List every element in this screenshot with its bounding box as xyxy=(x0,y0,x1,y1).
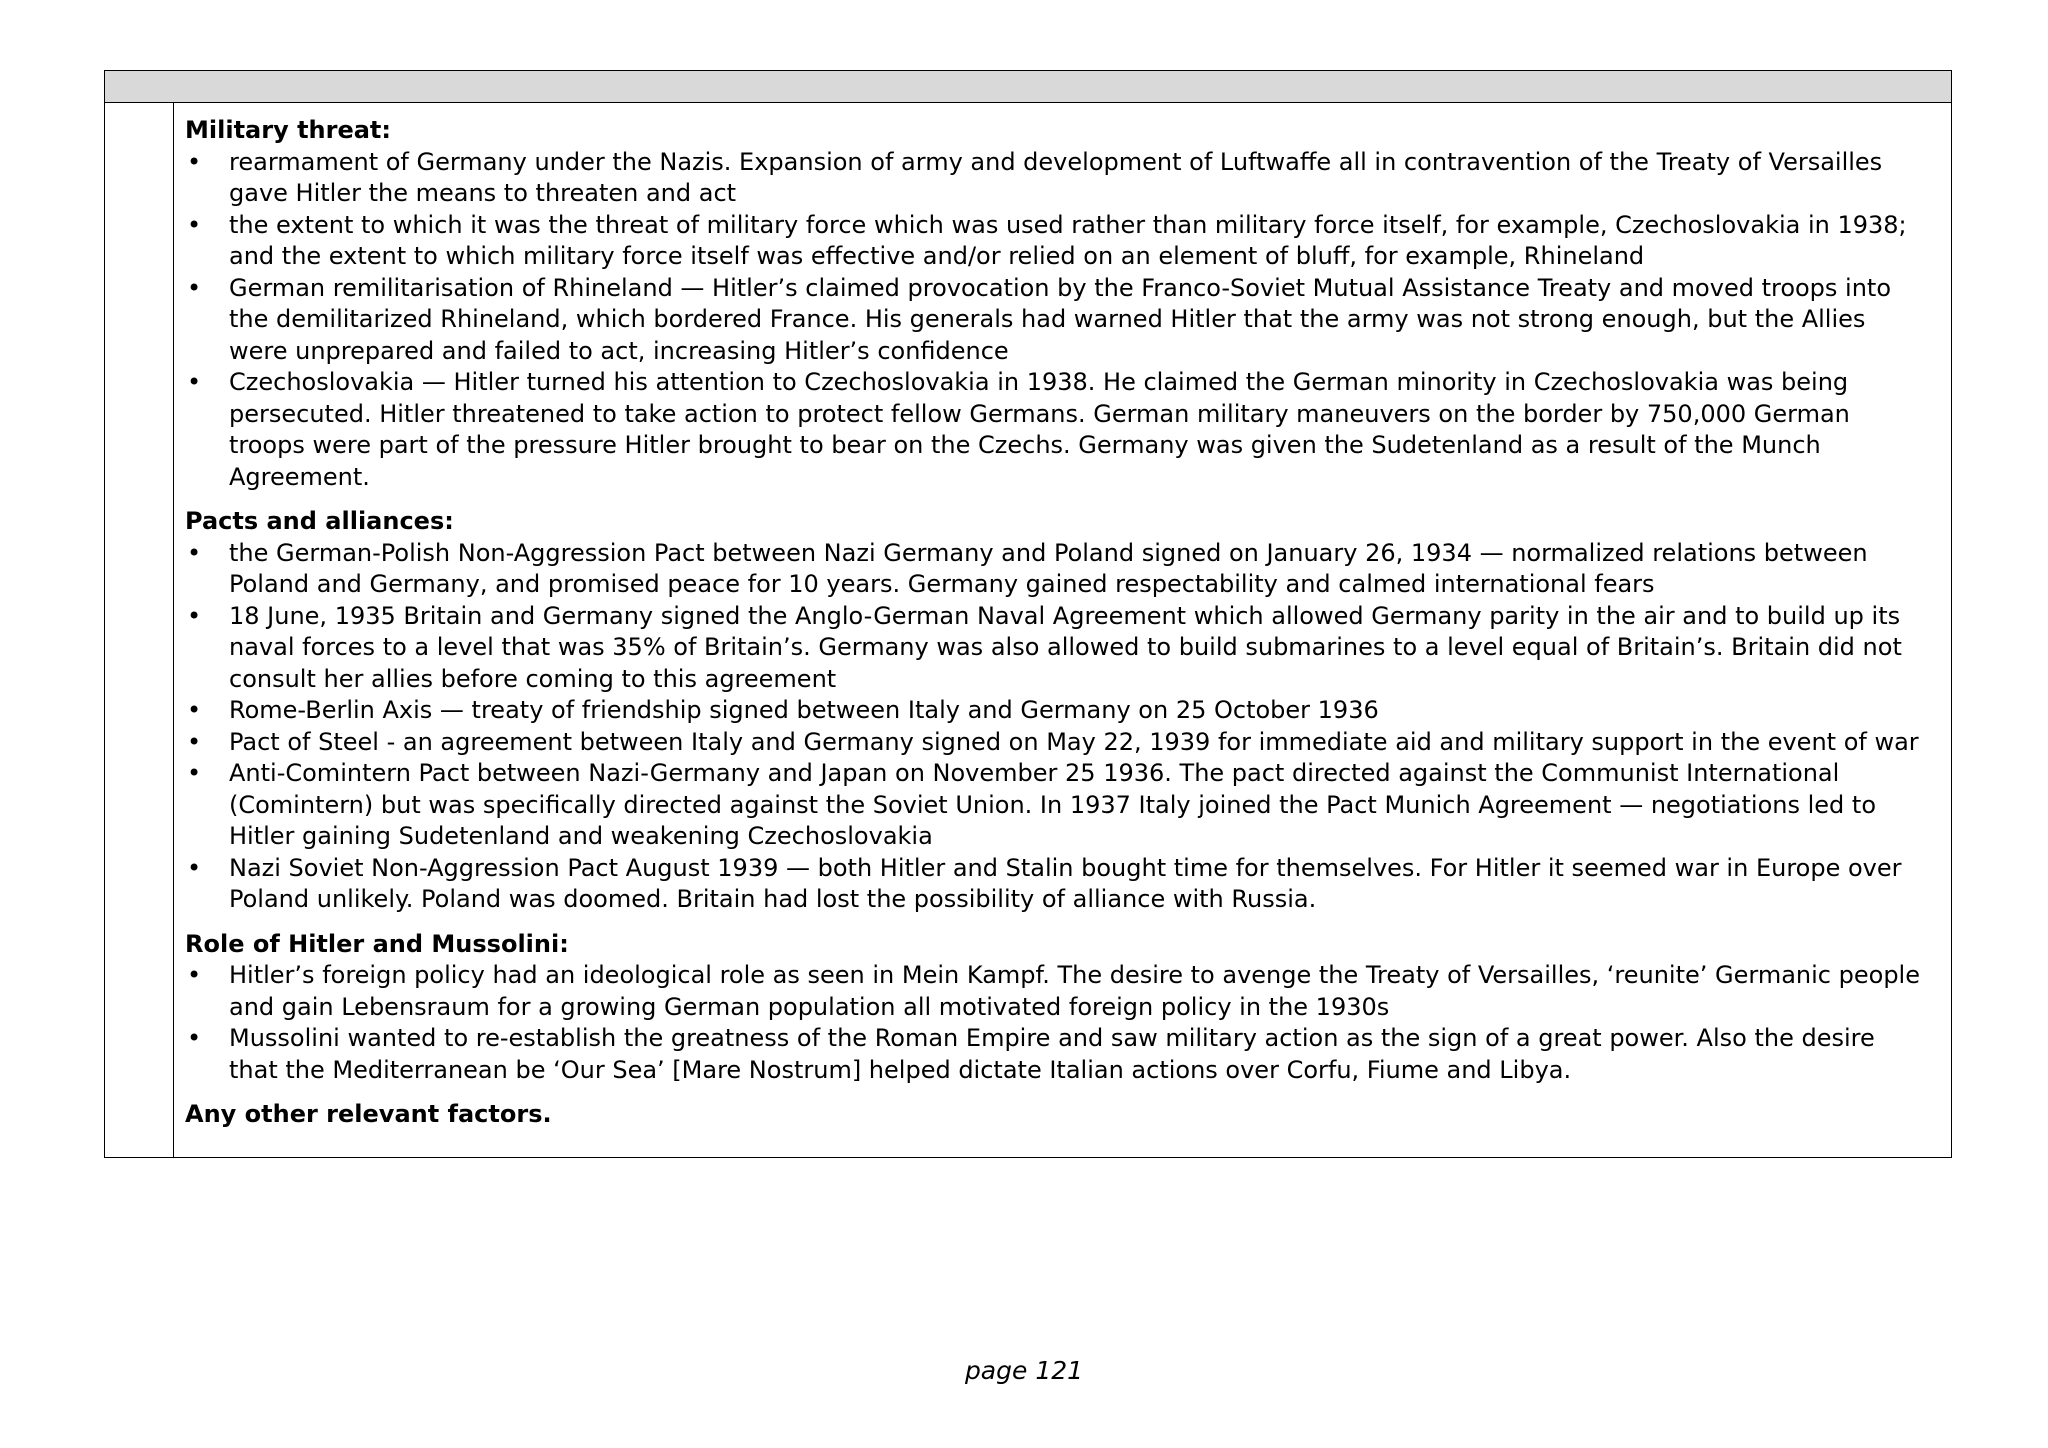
list-item xyxy=(185,960,1923,1023)
bullet-icon: • xyxy=(187,601,202,630)
table-header-row xyxy=(105,71,1951,103)
list-item xyxy=(185,273,1923,368)
list-item xyxy=(185,853,1923,916)
bullet-icon: • xyxy=(187,961,202,989)
bullet-icon: • xyxy=(187,210,202,239)
bullet-icon: • xyxy=(187,853,202,882)
section-heading: Role of Hitler and Mussolini: xyxy=(185,929,569,958)
bullet-icon: • xyxy=(187,273,202,302)
bullet-icon: • xyxy=(187,147,202,176)
section-heading: Military threat: xyxy=(185,116,392,144)
bullet-icon: • xyxy=(187,1024,202,1052)
list-item xyxy=(185,695,1923,727)
section-role-hitler-mussolini xyxy=(185,929,1923,1087)
list-item-text: Mussolini wanted to re-establish the greatness of the Roman Empire and saw military action as the sign of a great power. Also the desire that the Mediterranean be ‘Our Sea’ [Mare Nostrum] helped dictate Italian actions over Corfu, Fiume and Libya. xyxy=(229,1024,1875,1084)
list-item-text: Rome-Berlin Axis — treaty of friendship signed between Italy and Germany on 25 October 1936 xyxy=(229,696,1379,724)
list-item-text: rearmament of Germany under the Nazis. Expansion of army and development of Luftwaffe all in contravention of the Treaty of Versailles gave Hitler the means to threaten and act xyxy=(229,147,1883,207)
list-item xyxy=(185,210,1923,273)
bullet-list xyxy=(185,538,1923,916)
bullet-list xyxy=(185,960,1923,1086)
closing-note: Any other relevant factors. xyxy=(185,1100,552,1128)
bullet-icon: • xyxy=(187,696,202,724)
list-item-text: 18 June, 1935 Britain and Germany signed the Anglo-German Naval Agreement which allowed Germany parity in the air and to build up its naval forces to a level that was 35% of Britain’s. Germany was also allowed to build submarines to a level equal of Britain’s. Britain did not consult her allies before coming to this agreement xyxy=(229,601,1902,693)
section-pacts-alliances xyxy=(185,506,1923,916)
list-item xyxy=(185,1023,1923,1086)
section-heading: Pacts and alliances: xyxy=(185,507,454,535)
list-item xyxy=(185,758,1923,853)
list-item-text: Pact of Steel - an agreement between Italy and Germany signed on May 22, 1939 for immediate aid and military support in the event of war xyxy=(229,727,1919,756)
list-item xyxy=(185,367,1923,493)
list-item-text: Nazi Soviet Non-Aggression Pact August 1939 — both Hitler and Stalin bought time for themselves. For Hitler it seemed war in Europe over Poland unlikely. Poland was doomed. Britain had lost the possibility of alliance with Russia. xyxy=(229,853,1902,913)
list-item-text: the German-Polish Non-Aggression Pact between Nazi Germany and Poland signed on January 26, 1934 — normalized relations between Poland and Germany, and promised peace for 10 years. Germany gained respectability and calmed international fears xyxy=(229,538,1868,598)
list-item xyxy=(185,601,1923,696)
list-item-text: Hitler’s foreign policy had an ideological role as seen in Mein Kampf. The desire to avenge the Treaty of Versailles, ‘reunite’ Germanic people and gain Lebensraum for a growing German population all motivated foreign policy in the 1930s xyxy=(229,961,1920,1021)
page-number: page 121 xyxy=(964,1356,1084,1385)
list-item-text: German remilitarisation of Rhineland — Hitler’s claimed provocation by the Franco-Soviet Mutual Assistance Treaty and moved troops into the demilitarized Rhineland, which bordered France. His generals had warned Hitler that the army was not strong enough, but the Allies were unprepared and failed to act, increasing Hitler’s confidence xyxy=(229,273,1892,365)
bullet-icon: • xyxy=(187,538,202,567)
list-item xyxy=(185,538,1923,601)
bullet-icon: • xyxy=(187,727,202,756)
section-military-threat xyxy=(185,115,1923,493)
list-item-text: the extent to which it was the threat of military force which was used rather than military force itself, for example, Czechoslovakia in 1938; and the extent to which military force itself was effective and/or relied on an element of bluff, for example, Rhineland xyxy=(229,210,1907,270)
bullet-icon: • xyxy=(187,759,202,787)
list-item-text: Czechoslovakia — Hitler turned his attention to Czechoslovakia in 1938. He claimed the German minority in Czechoslovakia was being persecuted. Hitler threatened to take action to protect fellow Germans. German military maneuvers on the border by 750,000 German troops were part of the pressure Hitler brought to bear on the Czechs. Germany was given the Sudetenland as a result of the Munch Agreement. xyxy=(229,368,1850,491)
marking-table xyxy=(104,70,1952,1158)
table-question-column xyxy=(105,103,174,1157)
table-content-cell xyxy=(185,115,1923,1131)
list-item xyxy=(185,147,1923,210)
list-item-text: Anti-Comintern Pact between Nazi-Germany and Japan on November 25 1936. The pact directed against the Communist International (Comintern) but was specifically directed against the Soviet Union. In 1937 Italy joined the Pact Munich Agreement — negotiations led to Hitler gaining Sudetenland and weakening Czechoslovakia xyxy=(229,759,1876,850)
bullet-icon: • xyxy=(187,368,202,396)
list-item xyxy=(185,727,1923,759)
bullet-list xyxy=(185,147,1923,494)
